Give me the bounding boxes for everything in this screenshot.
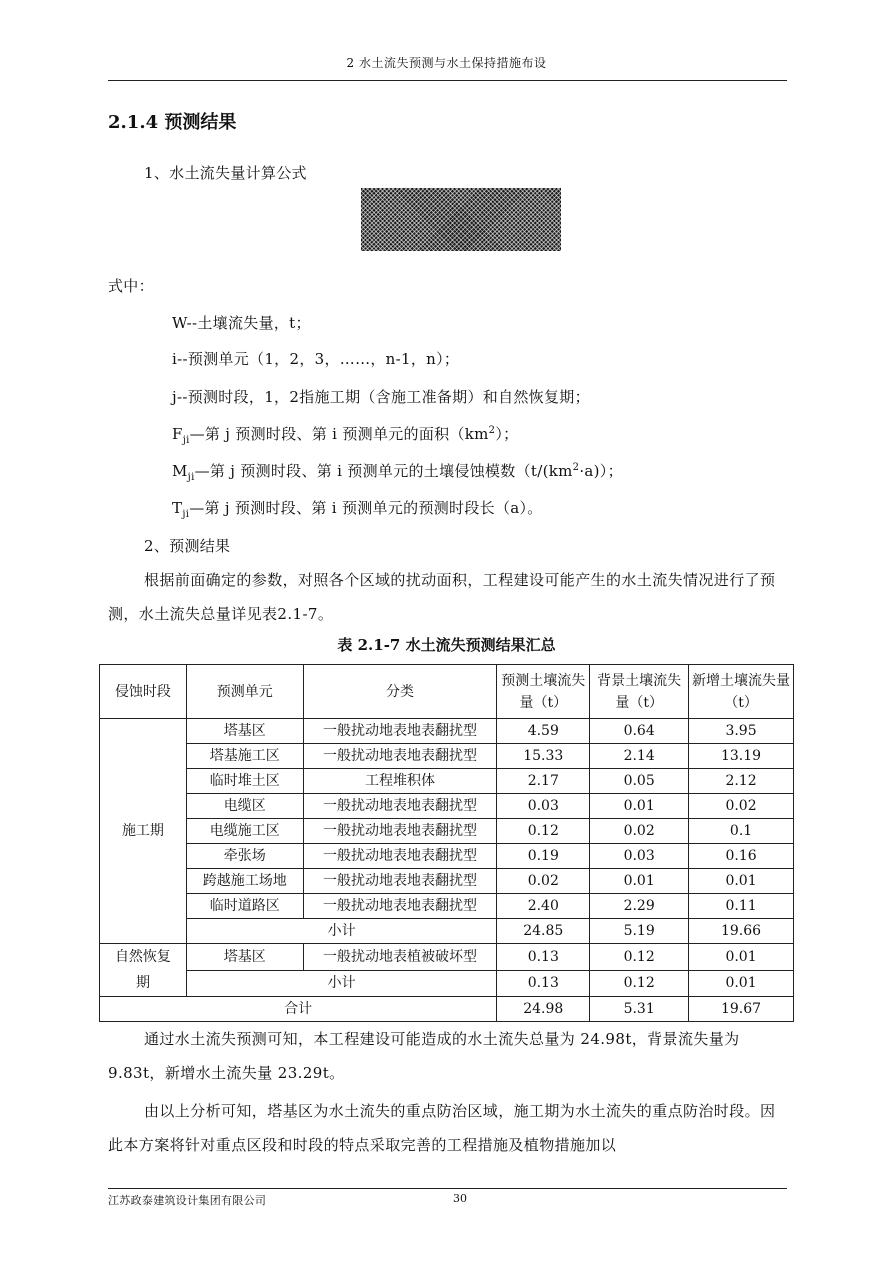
cell-added: 13.19 [689,744,794,769]
cell-predicted: 24.85 [497,919,590,944]
cell-background: 0.03 [590,844,689,869]
total-row [100,997,794,1022]
cell-added: 0.16 [689,844,794,869]
cell-background: 0.01 [590,869,689,894]
cell-predicted: 4.59 [497,719,590,744]
cell-background: 2.29 [590,894,689,919]
definitions-lead: 式中： [108,277,154,295]
conclusion-paragraph-2: 由以上分析可知，塔基区为水土流失的重点防治区域，施工期为水土流失的重点防治时段。因此本方案将针对重点区段和时段的特点采取完善的工程措施及植物措施加以 [108,1102,776,1154]
def-t-symbol: T [172,499,183,517]
table-row [100,744,794,769]
subtotal-label: 小计 [186,919,496,944]
def-f-sub: ji [182,435,190,446]
period-recovery: 自然恢复期 [100,944,187,997]
def-m-sup: 2 [572,462,580,473]
cell-category: 工程堆积体 [303,769,497,794]
header-period: 侵蚀时段 [100,665,187,719]
cell-added: 0.01 [689,869,794,894]
conclusion-paragraph-1: 通过水土流失预测可知，本工程建设可能造成的水土流失总量为 24.98t，背景流失量为 9.83t，新增水土流失量 23.29t。 [108,1030,740,1082]
results-heading: 2、预测结果 [144,537,231,555]
running-header: 2 水土流失预测与水土保持措施布设 [346,56,547,70]
subtotal-row [100,970,794,997]
cell-predicted: 0.19 [497,844,590,869]
cell-predicted: 0.03 [497,794,590,819]
period-construction: 施工期 [100,719,187,944]
formula-image [361,188,561,251]
cell-unit: 塔基区 [186,719,303,744]
table-row [100,769,794,794]
cell-unit: 跨越施工场地 [186,869,303,894]
table-row [100,944,794,971]
cell-unit: 电缆施工区 [186,819,303,844]
subtotal-label: 小计 [186,970,496,997]
results-table [99,664,794,1022]
cell-background: 2.14 [590,744,689,769]
header-background: 背景土壤流失量（t） [590,665,689,719]
section-title: 2.1.4 预测结果 [108,112,237,133]
footer-company: 江苏政泰建筑设计集团有限公司 [108,1194,267,1207]
cell-predicted: 2.40 [497,894,590,919]
cell-category: 一般扰动地表植被破坏型 [303,944,497,971]
cell-predicted: 0.13 [497,970,590,997]
cell-unit: 塔基区 [186,944,303,971]
def-f-tail: ）； [495,425,519,443]
cell-added: 19.67 [689,997,794,1022]
cell-category: 一般扰动地表地表翻扰型 [303,869,497,894]
table-row [100,894,794,919]
def-j: j--预测时段，1，2指施工期（含施工准备期）和自然恢复期； [172,388,590,406]
table-row [100,794,794,819]
cell-predicted: 0.12 [497,819,590,844]
def-f [172,423,518,446]
def-m [172,460,623,483]
header-predicted: 预测土壤流失量（t） [497,665,590,719]
table-row [100,844,794,869]
cell-added: 0.01 [689,970,794,997]
cell-predicted: 24.98 [497,997,590,1022]
cell-added: 0.01 [689,944,794,971]
cell-added: 19.66 [689,919,794,944]
table-row [100,719,794,744]
table-caption: 表 2.1-7 水土流失预测结果汇总 [337,636,556,654]
def-f-text: —第 j 预测时段、第 i 预测单元的面积（km [189,425,489,443]
cell-added: 0.11 [689,894,794,919]
header-unit: 预测单元 [186,665,303,719]
cell-category: 一般扰动地表地表翻扰型 [303,819,497,844]
subtotal-row [100,919,794,944]
cell-background: 5.31 [590,997,689,1022]
cell-background: 0.02 [590,819,689,844]
page-number: 30 [453,1192,467,1205]
cell-predicted: 0.13 [497,944,590,971]
cell-unit: 牵张场 [186,844,303,869]
cell-unit: 塔基施工区 [186,744,303,769]
def-i: i--预测单元（1，2，3，……，n-1，n）； [172,350,460,368]
table-row [100,819,794,844]
cell-background: 0.12 [590,944,689,971]
def-m-text: —第 j 预测时段、第 i 预测单元的土壤侵蚀模数（t/(km [194,462,573,480]
cell-category: 一般扰动地表地表翻扰型 [303,894,497,919]
cell-added: 3.95 [689,719,794,744]
def-w: W--土壤流失量，t； [172,314,311,332]
table-row [100,869,794,894]
def-m-tail: ·a)）； [579,462,623,480]
header-rule [108,80,787,81]
cell-added: 2.12 [689,769,794,794]
def-t [172,497,543,520]
formula-heading: 1、水土流失量计算公式 [144,164,307,182]
cell-unit: 临时道路区 [186,894,303,919]
header-category: 分类 [303,665,497,719]
def-m-symbol: M [172,462,188,480]
cell-background: 0.05 [590,769,689,794]
def-f-sup: 2 [488,425,496,436]
footer-rule [108,1188,787,1189]
def-f-symbol: F [172,425,183,443]
cell-unit: 临时堆土区 [186,769,303,794]
cell-predicted: 15.33 [497,744,590,769]
def-m-sub: ji [187,472,195,483]
cell-category: 一般扰动地表地表翻扰型 [303,794,497,819]
cell-added: 0.02 [689,794,794,819]
cell-background: 0.64 [590,719,689,744]
cell-predicted: 2.17 [497,769,590,794]
cell-category: 一般扰动地表地表翻扰型 [303,744,497,769]
def-t-sub: ji [182,509,190,520]
total-label: 合计 [100,997,497,1022]
cell-added: 0.1 [689,819,794,844]
cell-background: 0.12 [590,970,689,997]
cell-background: 5.19 [590,919,689,944]
header-added: 新增土壤流失量（t） [689,665,794,719]
def-t-text: —第 j 预测时段、第 i 预测单元的预测时段长（a）。 [189,499,543,517]
cell-category: 一般扰动地表地表翻扰型 [303,844,497,869]
results-intro: 根据前面确定的参数，对照各个区域的扰动面积，工程建设可能产生的水土流失情况进行了预测，水土流失总量详见表2.1-7。 [108,571,776,623]
cell-predicted: 0.02 [497,869,590,894]
table-header-row [100,665,794,719]
cell-category: 一般扰动地表地表翻扰型 [303,719,497,744]
cell-background: 0.01 [590,794,689,819]
cell-unit: 电缆区 [186,794,303,819]
